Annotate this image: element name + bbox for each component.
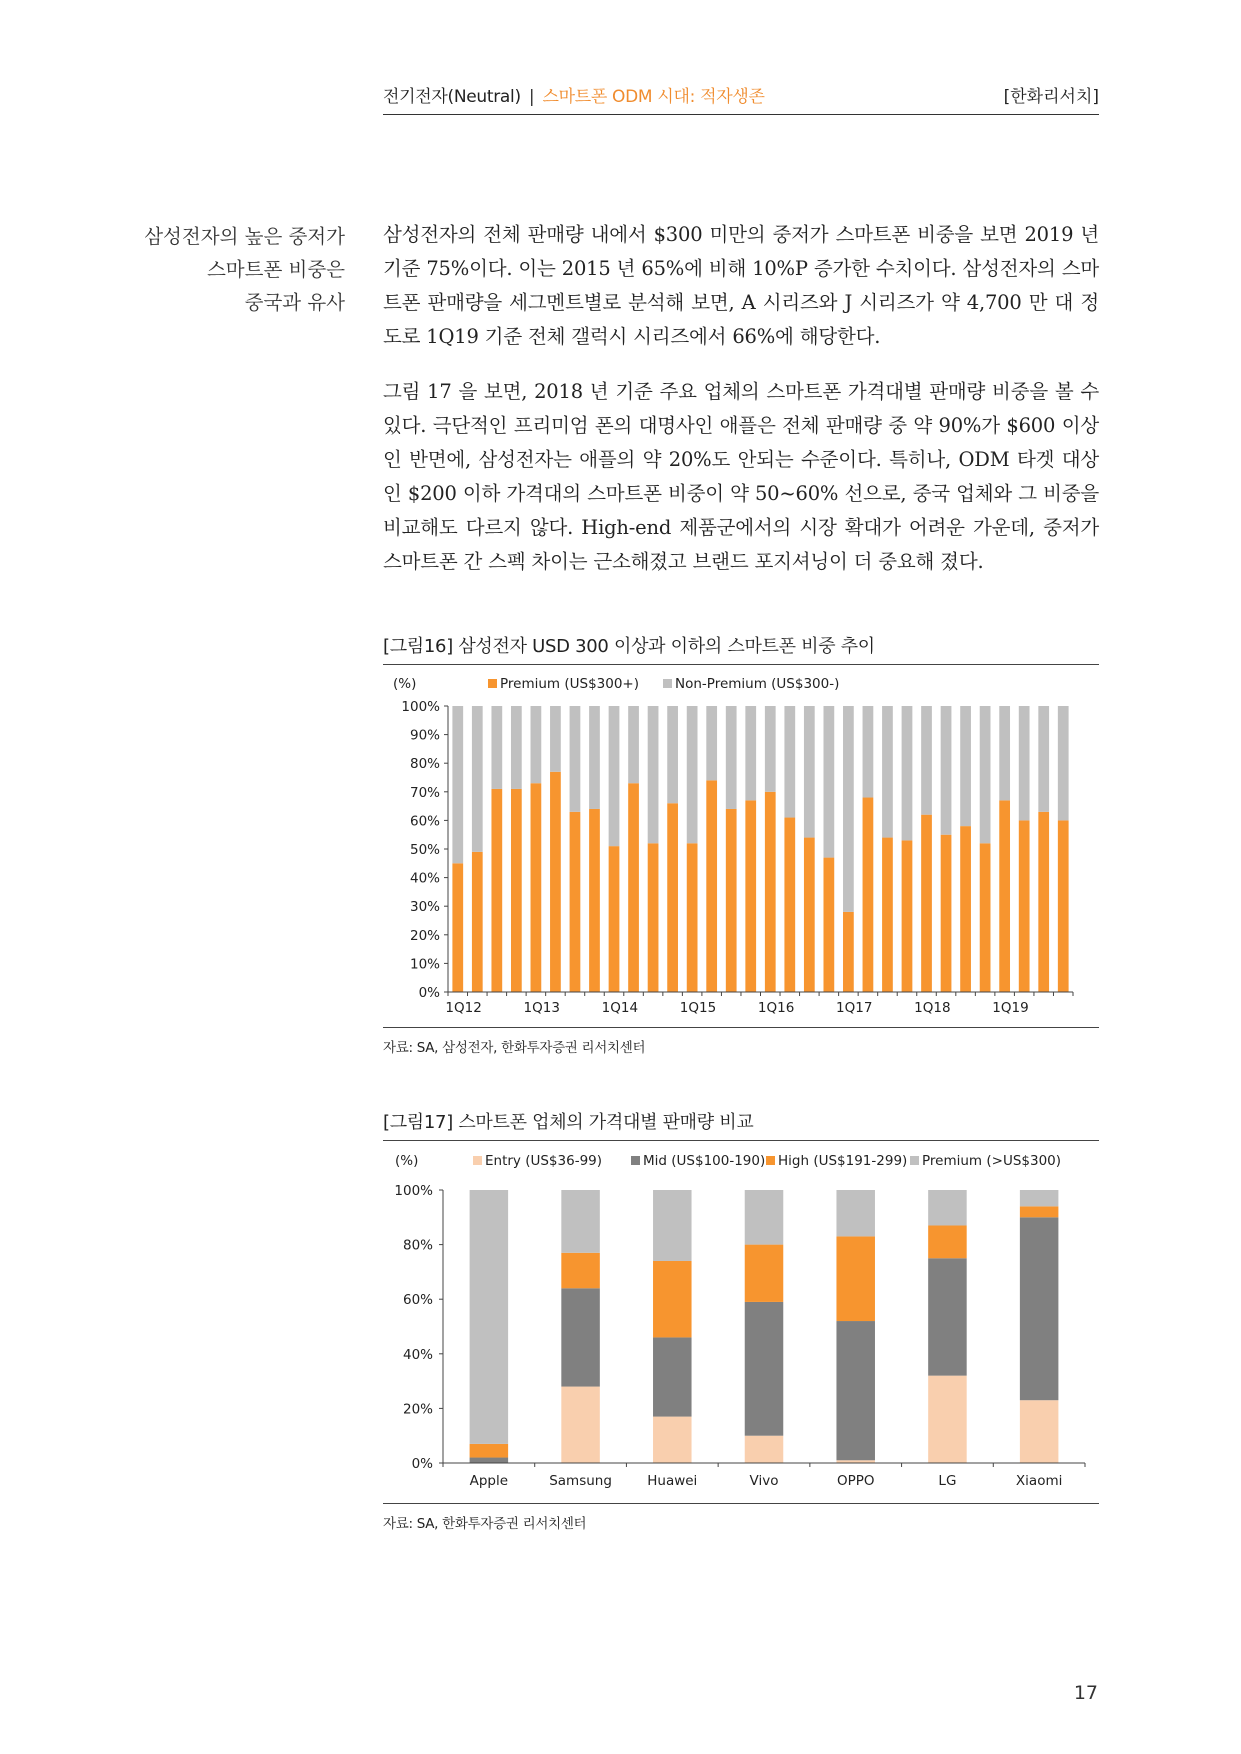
legend17-label-3: Premium (>US$300) [922, 1153, 1062, 1169]
bar16-nonpremium [921, 706, 932, 815]
bar16-nonpremium [960, 706, 971, 826]
legend16-label-0: Premium (US$300+) [500, 676, 640, 692]
bar16-nonpremium [687, 706, 698, 843]
bar16-nonpremium [1038, 706, 1049, 812]
bar16-premium [745, 800, 756, 992]
bar16-premium [1038, 812, 1049, 992]
figure17-source: 자료: SA, 한화투자증권 리서치센터 [383, 1503, 1099, 1532]
page-number: 17 [1073, 1682, 1098, 1704]
chart17-category-label: OPPO [836, 1473, 875, 1489]
side-note-line2: 스마트폰 비중은 [206, 258, 345, 281]
figure17-chart [383, 1146, 1099, 1501]
bar16-nonpremium [609, 706, 620, 846]
figure16-source: 자료: SA, 삼성전자, 한화투자증권 리서치센터 [383, 1027, 1099, 1056]
chart16-xtick-label: 1Q15 [679, 1000, 717, 1016]
chart16-ytick-label: 60% [409, 813, 440, 830]
bar17-high [470, 1444, 509, 1458]
bar16-premium [667, 803, 678, 992]
bar16-premium [1058, 820, 1069, 992]
bar16-nonpremium [902, 706, 913, 840]
bar16-premium [765, 792, 776, 992]
legend17-label-1: Mid (US$100-190) [643, 1153, 766, 1169]
page-header [383, 76, 1099, 115]
legend16-label-1: Non-Premium (US$300-) [675, 676, 840, 692]
chart17-ytick-label: 60% [402, 1292, 433, 1309]
bar17-mid [836, 1321, 875, 1460]
bar16-nonpremium [531, 706, 542, 783]
bar17-high [745, 1245, 784, 1302]
bar17-entry [653, 1417, 692, 1463]
bar16-nonpremium [570, 706, 581, 812]
bar16-nonpremium [628, 706, 639, 783]
bar17-high [928, 1225, 967, 1258]
bar17-mid [745, 1302, 784, 1436]
chart16-ytick-label: 50% [409, 842, 440, 858]
legend17-swatch-1 [631, 1156, 640, 1165]
bar16-premium [648, 843, 659, 992]
bar16-nonpremium [589, 706, 600, 809]
bar16-nonpremium [472, 706, 483, 852]
body-paragraph-1: 삼성전자의 전체 판매량 내에서 $300 미만의 중저가 스마트폰 비중을 보면 2019 년 기준 75%이다. 이는 2015 년 65%에 비해 10%P 증가한 수치이다. 삼성전자의 스마트폰 판매량을 세그멘트별로 분석해 보면, A 시리즈와 J 시리즈가 약 4,700 만 대 정도로 1Q19 기준 전체 갤럭시 시리즈에서 66%에 해당한다. [383, 223, 1099, 348]
header-left [383, 82, 765, 107]
bar17-premium [470, 1190, 509, 1444]
bar17-mid [928, 1258, 967, 1375]
header-category: 전기전자(Neutral) [383, 87, 521, 107]
chart17-category-label: Huawei [647, 1473, 698, 1489]
legend17-swatch-2 [766, 1156, 775, 1165]
chart17-ytick-label: 100% [394, 1183, 433, 1199]
bar16-premium [804, 838, 815, 992]
chart17-ytick-label: 0% [411, 1456, 433, 1472]
header-report-title: 스마트폰 ODM 시대: 적자생존 [542, 87, 765, 107]
bar17-mid [653, 1337, 692, 1416]
chart17-ylabel: (%) [395, 1153, 419, 1169]
chart16-ytick-label: 0% [418, 985, 440, 1001]
bar16-premium [550, 772, 561, 992]
bar17-entry [928, 1376, 967, 1463]
bar17-entry [1020, 1400, 1059, 1463]
bar16-premium [511, 789, 522, 992]
legend17-label-2: High (US$191-299) [778, 1153, 908, 1169]
bar16-nonpremium [452, 706, 463, 863]
bar16-nonpremium [745, 706, 756, 800]
bar17-entry [561, 1387, 600, 1463]
bar16-nonpremium [706, 706, 717, 780]
bar17-entry [745, 1436, 784, 1463]
legend16-swatch-0 [488, 679, 497, 688]
bar16-premium [823, 858, 834, 992]
bar16-premium [687, 843, 698, 992]
chart16-ytick-label: 30% [409, 899, 440, 916]
bar16-premium [843, 912, 854, 992]
chart16-xtick-label: 1Q19 [992, 1000, 1029, 1016]
bar16-premium [921, 815, 932, 992]
chart17-category-label: Vivo [749, 1473, 779, 1489]
bar16-nonpremium [882, 706, 893, 838]
bar17-premium [653, 1190, 692, 1261]
bar17-mid [1020, 1217, 1059, 1400]
bar16-nonpremium [843, 706, 854, 912]
chart17-category-label: LG [938, 1473, 957, 1489]
chart17-category-label: Xiaomi [1015, 1473, 1063, 1489]
bar16-premium [472, 852, 483, 992]
chart16-ytick-label: 40% [409, 870, 440, 887]
bar16-premium [960, 826, 971, 992]
chart16-xtick-label: 1Q17 [836, 1000, 873, 1016]
chart16-ytick-label: 100% [401, 699, 440, 715]
chart16-xtick-label: 1Q12 [445, 1000, 482, 1016]
bar16-premium [452, 863, 463, 992]
chart16-ytick-label: 70% [409, 784, 440, 801]
header-separator: | [528, 87, 535, 107]
chart16-xtick-label: 1Q16 [757, 1000, 795, 1016]
bar17-premium [836, 1190, 875, 1236]
bar17-mid [561, 1288, 600, 1386]
bar16-nonpremium [804, 706, 815, 838]
bar16-nonpremium [863, 706, 874, 798]
bar16-premium [999, 800, 1010, 992]
bar16-premium [531, 783, 542, 992]
bar17-premium [928, 1190, 967, 1225]
bar17-premium [561, 1190, 600, 1253]
bar16-nonpremium [1019, 706, 1030, 820]
legend16-swatch-1 [663, 679, 672, 688]
bar17-high [1020, 1206, 1059, 1217]
bar16-nonpremium [667, 706, 678, 803]
bar17-high [653, 1261, 692, 1337]
bar16-nonpremium [784, 706, 795, 818]
bar17-mid [470, 1458, 509, 1463]
legend17-swatch-3 [910, 1156, 919, 1165]
side-note-line1: 삼성전자의 높은 중저가 [144, 225, 345, 248]
side-note [130, 220, 345, 319]
side-note-line3: 중국과 유사 [244, 291, 345, 314]
bar16-premium [902, 840, 913, 992]
chart17-category-label: Apple [469, 1473, 509, 1489]
chart16-ytick-label: 90% [409, 727, 440, 744]
bar16-premium [589, 809, 600, 992]
bar16-premium [863, 798, 874, 992]
chart17-ytick-label: 20% [402, 1401, 433, 1418]
bar16-nonpremium [999, 706, 1010, 800]
figure17-title: [그림17] 스마트폰 업체의 가격대별 판매량 비교 [383, 1108, 1099, 1141]
bar16-premium [570, 812, 581, 992]
bar17-premium [745, 1190, 784, 1245]
bar16-premium [726, 809, 737, 992]
bar16-premium [941, 835, 952, 992]
bar16-nonpremium [491, 706, 502, 789]
bar16-nonpremium [941, 706, 952, 835]
bar16-nonpremium [765, 706, 776, 792]
bar16-nonpremium [823, 706, 834, 858]
chart16-ytick-label: 80% [409, 756, 440, 773]
bar16-nonpremium [550, 706, 561, 772]
chart17-category-label: Samsung [549, 1473, 612, 1489]
bar16-premium [784, 818, 795, 992]
bar16-nonpremium [980, 706, 991, 843]
bar16-premium [706, 780, 717, 992]
chart16-ylabel: (%) [393, 676, 417, 692]
bar16-premium [980, 843, 991, 992]
chart16-ytick-label: 20% [409, 927, 440, 944]
bar17-high [561, 1253, 600, 1288]
chart16-xtick-label: 1Q18 [914, 1000, 951, 1016]
bar16-nonpremium [648, 706, 659, 843]
body-paragraph-2: 그림 17 을 보면, 2018 년 기준 주요 업체의 스마트폰 가격대별 판매량 비중을 볼 수 있다. 극단적인 프리미엄 폰의 대명사인 애플은 전체 판매량 중 약 90%가 $600 이상인 반면에, 삼성전자는 애플의 약 20%도 안되는 수준이다. 특히나, ODM 타겟 대상인 $200 이하 가격대의 스마트폰 비중이 약 50~60% 선으로, 중국 업체와 그 비중을 비교해도 다르지 않다. High-end 제품군에서의 시장 확대가 어려운 가운데, 중저가 스마트폰 간 스펙 차이는 근소해졌고 브랜드 포지셔닝이 더 중요해 졌다. [383, 380, 1099, 573]
bar16-premium [609, 846, 620, 992]
chart16-xtick-label: 1Q14 [601, 1000, 639, 1016]
bar16-premium [882, 838, 893, 992]
bar16-nonpremium [511, 706, 522, 789]
bar16-nonpremium [1058, 706, 1069, 820]
legend17-label-0: Entry (US$36-99) [485, 1153, 603, 1169]
chart16-ytick-label: 10% [409, 956, 440, 973]
bar16-nonpremium [726, 706, 737, 809]
bar17-premium [1020, 1190, 1059, 1206]
bar17-high [836, 1236, 875, 1321]
bar16-premium [1019, 820, 1030, 992]
header-publisher: [한화리서치] [1003, 87, 1099, 107]
legend17-swatch-0 [473, 1156, 482, 1165]
figure16-title: [그림16] 삼성전자 USD 300 이상과 이하의 스마트폰 비중 추이 [383, 632, 1099, 665]
chart17-ytick-label: 80% [402, 1237, 433, 1254]
chart17-ytick-label: 40% [402, 1346, 433, 1363]
bar16-premium [491, 789, 502, 992]
figure16-chart [383, 670, 1099, 1025]
bar16-premium [628, 783, 639, 992]
chart16-xtick-label: 1Q13 [523, 1000, 560, 1016]
